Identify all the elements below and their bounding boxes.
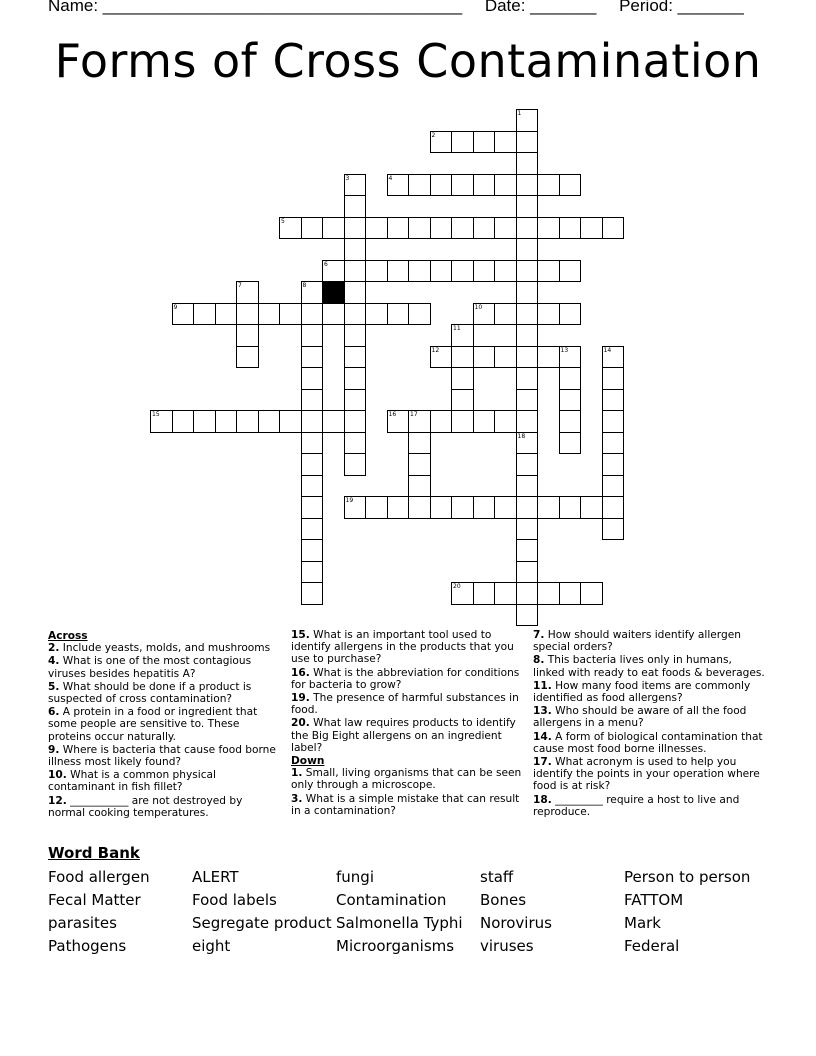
grid-cell[interactable] [215,303,238,326]
clue [48,769,276,793]
clue [48,795,276,819]
grid-cell[interactable] [344,260,367,283]
grid-cell[interactable] [451,131,474,154]
clue-text: What acronym is used to help you identify the points in your operation where food is at risk? [533,756,760,793]
grid-cell[interactable] [494,346,517,369]
grid-cell[interactable] [301,367,324,390]
shaded-cell [322,281,345,304]
clue-number: 15. [291,629,310,641]
clue [48,681,276,705]
clue [533,629,765,653]
word-bank-item: staff [480,868,514,886]
clue-number: 20. [291,717,310,730]
word-bank-item: viruses [480,937,534,955]
grid-cell[interactable] [516,518,539,541]
clue [291,793,527,817]
grid-cell[interactable] [602,518,625,541]
grid-cell[interactable] [301,303,324,326]
grid-cell[interactable] [516,496,539,519]
grid-cell[interactable] [580,582,603,605]
grid-cell[interactable] [473,496,496,519]
clue-number: 3. [291,792,303,805]
clue-text: What is one of the most contagious viruses besides hepatitis A? [48,655,252,680]
grid-cell[interactable] [236,324,259,347]
grid-cell[interactable] [473,174,496,197]
across-heading: Across [48,630,88,642]
grid-cell[interactable] [473,346,496,369]
grid-cell[interactable] [236,303,259,326]
grid-cell[interactable] [473,410,496,433]
clue-number: 10. [48,769,67,782]
clue-text: How many food items are commonly identified as food allergens? [533,679,751,705]
clue-number: 18. [533,793,552,806]
word-bank-title: Word Bank [48,844,140,862]
grid-cell[interactable] [580,496,603,519]
grid-cell[interactable] [344,389,367,412]
grid-cell[interactable] [344,238,367,261]
grid-cell[interactable] [559,303,582,326]
grid-cell[interactable] [387,260,410,283]
clue [533,680,765,704]
clue-number-label: 10 [474,303,483,311]
grid-cell[interactable] [408,496,431,519]
grid-cell[interactable] [516,561,539,584]
grid-cell[interactable] [559,496,582,519]
clue-number-label: 20 [453,583,461,590]
clue [291,767,527,791]
grid-cell[interactable] [193,303,216,326]
word-bank-item: Microorganisms [336,937,455,955]
grid-cell[interactable] [602,217,625,240]
grid-cell[interactable] [344,195,367,218]
grid-cell[interactable] [602,496,625,519]
grid-cell[interactable] [516,195,539,218]
clue-number: 6. [48,706,60,719]
clue-text: This bacteria lives only in humans, linked with ready to eat foods & beverages. [533,654,765,679]
grid-cell[interactable] [602,453,625,476]
word-bank-item: Fecal Matter [48,891,141,909]
grid-cell[interactable] [215,410,238,433]
grid-cell[interactable] [344,217,367,240]
clue-number: 13. [533,705,552,718]
clue [291,667,527,691]
clue-text: Small, living organisms that can be seen only through a microscope. [291,767,522,792]
grid-cell[interactable] [236,410,259,433]
grid-cell[interactable] [451,410,474,433]
grid-cell[interactable] [408,174,431,197]
grid-cell[interactable] [602,389,625,412]
grid-cell[interactable] [344,346,367,369]
grid-cell[interactable] [408,303,431,326]
grid-cell[interactable] [516,346,539,369]
clue-number-label: 17 [410,411,418,418]
clue-number-label: 18 [517,432,526,440]
clue [533,654,765,678]
grid-cell[interactable] [451,260,474,283]
clue-number: 14. [533,730,552,743]
clue-number: 7. [533,629,545,641]
grid-cell[interactable] [365,260,388,283]
grid-cell[interactable] [516,303,539,326]
grid-cell[interactable] [537,303,560,326]
grid-cell[interactable] [559,174,582,197]
grid-cell[interactable] [344,303,367,326]
grid-cell[interactable] [301,475,324,498]
grid-cell[interactable] [473,217,496,240]
word-bank-item: Federal [624,937,680,955]
clue-number-label: 14 [603,346,612,354]
grid-cell[interactable] [408,432,431,455]
word-bank-item: Salmonella Typhi [336,914,463,932]
grid-cell[interactable] [301,582,324,605]
clue-number: 17. [533,756,552,769]
clue-text: What is a common physical contaminant in fish fillet? [48,769,216,794]
grid-cell[interactable] [279,303,302,326]
grid-cell[interactable] [236,346,259,369]
grid-cell[interactable] [494,410,517,433]
grid-cell[interactable] [602,410,625,433]
grid-cell[interactable] [451,174,474,197]
grid-cell[interactable] [559,217,582,240]
grid-cell[interactable] [537,496,560,519]
grid-cell[interactable] [537,582,560,605]
grid-cell[interactable] [301,217,324,240]
clues-column-1 [48,629,276,820]
clue-text: The presence of harmful substances in food. [291,692,519,717]
grid-cell[interactable] [430,260,453,283]
word-bank-item: Food labels [192,891,277,909]
word-bank-item: fungi [336,868,374,886]
grid-cell[interactable] [559,410,582,433]
clues-column-2 [291,629,527,818]
name-field[interactable]: Name: ______________________________________ [48,0,463,15]
grid-cell[interactable] [451,346,474,369]
grid-cell[interactable] [559,582,582,605]
clue-number-label: 11 [453,325,461,332]
clue-number-label: 7 [238,282,242,289]
grid-cell[interactable] [494,496,517,519]
grid-cell[interactable] [602,367,625,390]
grid-cell[interactable] [494,303,517,326]
grid-cell[interactable] [559,367,582,390]
clue-number: 5. [48,680,60,693]
grid-cell[interactable] [258,303,281,326]
word-bank-item: Contamination [336,891,447,909]
grid-cell[interactable] [193,410,216,433]
clue-text: Where is bacteria that cause food borne illness most likely found? [48,743,276,769]
page-title: Forms of Cross Contamination [54,34,762,88]
grid-cell[interactable] [516,582,539,605]
clue-text: How should waiters identify allergen special orders? [533,629,741,654]
clue [291,717,527,754]
clue [48,744,276,768]
clue [48,642,276,654]
grid-cell[interactable] [301,324,324,347]
date-field[interactable]: Date: _______ [484,0,597,15]
grid-cell[interactable] [430,496,453,519]
grid-cell[interactable] [516,238,539,261]
grid-cell[interactable] [387,217,410,240]
clue-number-label: 4 [388,174,393,182]
grid-cell[interactable] [365,217,388,240]
clue-number: 19. [291,692,310,705]
clue-number-label: 2 [431,131,436,139]
grid-cell[interactable] [301,389,324,412]
clue-text: ___________ are not destroyed by normal cooking temperatures. [48,794,243,819]
grid-cell[interactable] [559,260,582,283]
grid-cell[interactable] [322,410,345,433]
grid-cell[interactable] [301,453,324,476]
grid-cell[interactable] [516,475,539,498]
grid-cell[interactable] [344,453,367,476]
grid-cell[interactable] [451,217,474,240]
clue [291,692,527,716]
clue-text: What is an important tool used to identify allergens in the products that you use to purchase? [291,629,514,666]
grid-cell[interactable] [258,410,281,433]
grid-cell[interactable] [494,582,517,605]
clue-text: Include yeasts, molds, and mushrooms [59,642,271,655]
grid-cell[interactable] [494,174,517,197]
grid-cell[interactable] [494,131,517,154]
clue-number: 2. [48,642,60,655]
clue-number-label: 3 [345,174,350,182]
grid-cell[interactable] [301,518,324,541]
clue-number-label: 1 [517,110,522,117]
grid-cell[interactable] [516,389,539,412]
clue-text: What is the abbreviation for conditions for bacteria to grow? [291,666,520,691]
grid-cell[interactable] [344,367,367,390]
grid-cell[interactable] [344,324,367,347]
grid-cell[interactable] [602,432,625,455]
grid-cell[interactable] [473,260,496,283]
word-bank-item: Person to person [624,868,751,886]
grid-cell[interactable] [301,539,324,562]
grid-cell[interactable] [301,432,324,455]
grid-cell[interactable] [387,496,410,519]
word-bank-item: parasites [48,914,117,932]
grid-cell[interactable] [451,496,474,519]
grid-cell[interactable] [559,389,582,412]
grid-cell[interactable] [451,367,474,390]
clue-number: 11. [533,679,552,692]
grid-cell[interactable] [301,496,324,519]
clue [48,655,276,679]
word-bank-item: Food allergen [48,868,150,886]
grid-cell[interactable] [516,604,539,627]
grid-cell[interactable] [344,410,367,433]
grid-cell[interactable] [537,260,560,283]
grid-cell[interactable] [473,582,496,605]
clue [48,706,276,743]
word-bank [48,867,788,956]
clue-number: 4. [48,655,60,668]
clue-number-label: 16 [388,411,397,418]
word-bank-item: Norovirus [480,914,552,932]
clue [533,731,765,755]
grid-cell[interactable] [451,389,474,412]
grid-cell[interactable] [172,410,195,433]
clue-number-label: 6 [324,260,328,268]
period-field[interactable]: Period: _______ [619,0,744,15]
grid-cell[interactable] [408,260,431,283]
grid-cell[interactable] [430,217,453,240]
grid-cell[interactable] [344,432,367,455]
clue [533,705,765,729]
clue [533,794,765,818]
clue-number: 9. [48,743,60,756]
word-bank-item: Bones [480,891,527,909]
clue-number-label: 15 [152,411,160,418]
grid-cell[interactable] [516,453,539,476]
clue [533,756,765,793]
clue-text: What law requires products to identify the Big Eight allergens on an ingredient label? [291,717,516,754]
grid-cell[interactable] [516,260,539,283]
grid-cell[interactable] [322,303,345,326]
clue-text: _________ require a host to live and reproduce. [533,793,740,818]
down-heading: Down [291,755,325,768]
clue-number-label: 19 [345,497,354,504]
clue-text: A protein in a food or ingredient that some people are sensitive to. These proteins occur naturally. [48,706,258,743]
grid-cell[interactable] [301,346,324,369]
clue-text: Who should be aware of all the food allergens in a menu? [533,705,747,730]
grid-cell[interactable] [516,152,539,175]
clue-number-label: 5 [281,217,285,225]
clue-number-label: 13 [560,346,569,354]
clue-text: What should be done if a product is suspected of cross contamination? [48,680,252,706]
grid-cell[interactable] [559,432,582,455]
grid-cell[interactable] [322,217,345,240]
word-bank-item: Pathogens [48,937,127,955]
clue-number-label: 8 [302,282,307,289]
clue-number: 16. [291,666,310,679]
grid-cell[interactable] [516,131,539,154]
grid-cell[interactable] [537,217,560,240]
grid-cell[interactable] [494,217,517,240]
word-bank-item: ALERT [192,868,239,886]
grid-cell[interactable] [473,131,496,154]
grid-cell[interactable] [516,281,539,304]
grid-cell[interactable] [430,410,453,433]
grid-cell[interactable] [602,475,625,498]
grid-cell[interactable] [494,260,517,283]
grid-cell[interactable] [430,174,453,197]
grid-cell[interactable] [516,174,539,197]
clue-number: 12. [48,794,67,807]
clue-number-label: 9 [173,303,178,311]
grid-cell[interactable] [344,281,367,304]
clue-text: What is a simple mistake that can result in a contamination? [291,792,520,817]
clue-number: 8. [533,654,545,667]
grid-cell[interactable] [537,174,560,197]
clue-text: A form of biological contamination that cause most food borne illnesses. [533,730,763,755]
grid-cell[interactable] [408,217,431,240]
clue [291,629,527,666]
grid-cell[interactable] [408,453,431,476]
word-bank-item: FATTOM [624,891,684,909]
grid-cell[interactable] [279,410,302,433]
grid-cell[interactable] [301,561,324,584]
grid-cell[interactable] [365,496,388,519]
clues-column-3 [533,629,765,819]
grid-cell[interactable] [537,346,560,369]
grid-cell[interactable] [516,324,539,347]
grid-cell[interactable] [365,303,388,326]
grid-cell[interactable] [516,217,539,240]
word-bank-item: Mark [624,914,661,932]
grid-cell[interactable] [580,217,603,240]
grid-cell[interactable] [516,410,539,433]
grid-cell[interactable] [516,539,539,562]
clue-number-label: 12 [431,346,440,354]
grid-cell[interactable] [301,410,324,433]
word-bank-item: Segregate product [192,914,332,932]
grid-cell[interactable] [516,367,539,390]
grid-cell[interactable] [387,303,410,326]
clue-number: 1. [291,767,303,780]
word-bank-item: eight [192,937,231,955]
grid-cell[interactable] [408,475,431,498]
